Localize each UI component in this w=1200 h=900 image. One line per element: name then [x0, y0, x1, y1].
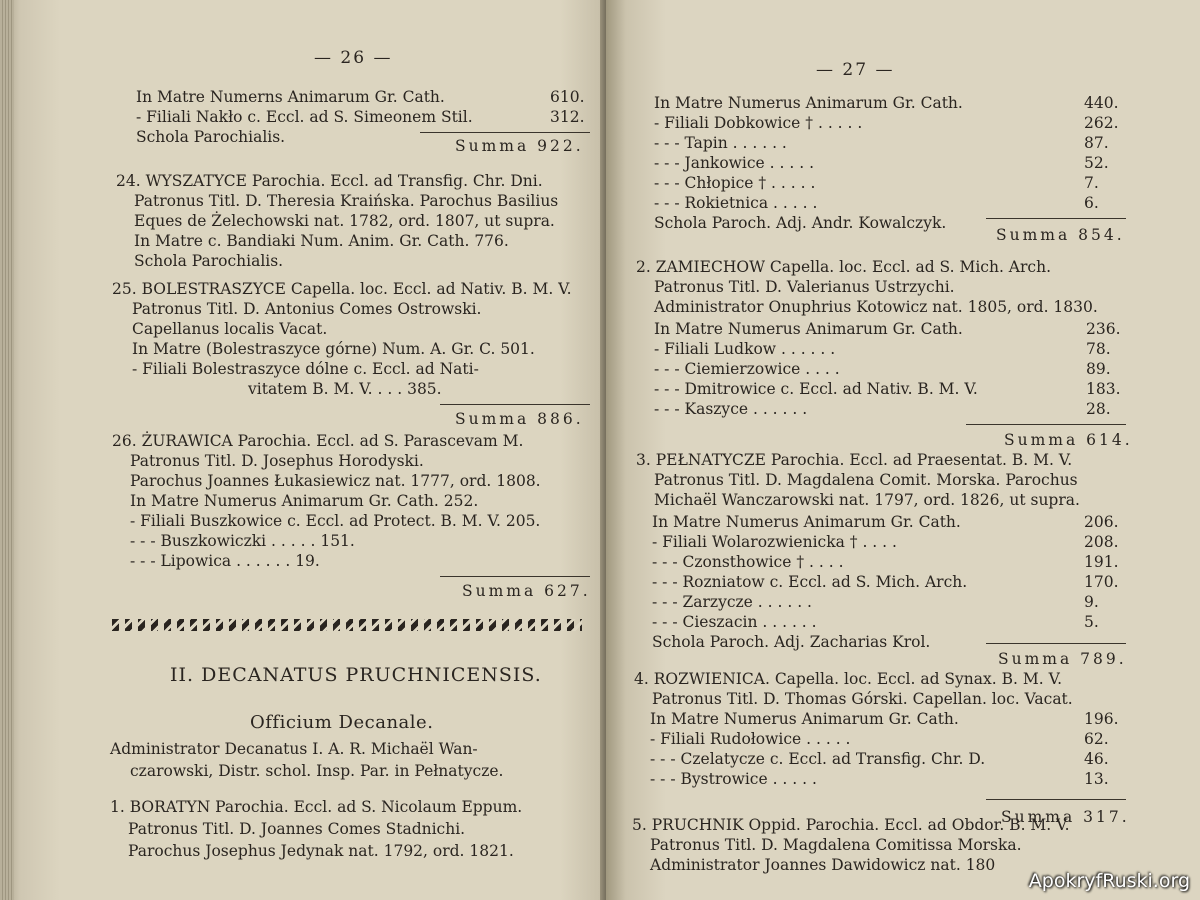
population-count: 440.	[1084, 94, 1119, 112]
population-count: 196.	[1084, 710, 1119, 728]
population-count: 87.	[1084, 134, 1109, 152]
population-count: 28.	[1086, 400, 1111, 418]
summa-total: Summa 614.	[1004, 431, 1133, 449]
entry-line: Patronus Titl. D. Magdalena Comit. Morska. Parochus	[654, 471, 1078, 489]
population-count: 312.	[550, 108, 585, 126]
entry-line: - - - Rokietnica . . . . .	[654, 194, 818, 212]
entry-line: - Filiali Ludkow . . . . . .	[654, 340, 836, 358]
admin-line: czarowski, Distr. schol. Insp. Par. in Pełnatycze.	[130, 762, 504, 780]
entry-line: - Filiali Dobkowice † . . . . .	[654, 114, 863, 132]
entry-line: - Filiali Rudołowice . . . . .	[650, 730, 851, 748]
page-number-left: — 26 —	[314, 48, 393, 68]
entry-line: In Matre Numerus Animarum Gr. Cath.	[650, 710, 959, 728]
population-count: 46.	[1084, 750, 1109, 768]
entry-line: Patronus Titl. D. Magdalena Comitissa Morska.	[650, 836, 1022, 854]
population-count: 6.	[1084, 194, 1099, 212]
summa-total: Summa 789.	[998, 650, 1127, 668]
watermark-text: ApokryfRuski.org	[1028, 870, 1190, 892]
sum-rule	[986, 218, 1126, 219]
sum-rule	[440, 576, 590, 577]
entry-line: Schola Parochialis.	[134, 252, 284, 270]
sum-rule	[966, 424, 1126, 425]
entry-line: - - - Ciemierzowice . . . .	[654, 360, 840, 378]
population-count: 262.	[1084, 114, 1119, 132]
population-count: 89.	[1086, 360, 1111, 378]
sum-rule	[440, 404, 590, 405]
entry-line: Patronus Titl. D. Thomas Górski. Capellan. loc. Vacat.	[652, 690, 1073, 708]
entry-line: In Matre Numerus Animarum Gr. Cath.	[654, 320, 963, 338]
entry-line: - - - Bystrowice . . . . .	[650, 770, 817, 788]
entry-line: In Matre Numerns Animarum Gr. Cath.	[136, 88, 445, 106]
entry-line: Capellanus localis Vacat.	[132, 320, 328, 338]
entry-line: 24. WYSZATYCE Parochia. Eccl. ad Transfig. Chr. Dni.	[116, 172, 543, 190]
population-count: 52.	[1084, 154, 1109, 172]
right-page	[606, 0, 1200, 900]
entry-line: Administrator Onuphrius Kotowicz nat. 1805, ord. 1830.	[654, 298, 1098, 316]
entry-line: Schola Paroch. Adj. Zacharias Krol.	[652, 633, 931, 651]
population-count: 206.	[1084, 513, 1119, 531]
entry-line: Michaël Wanczarowski nat. 1797, ord. 1826, ut supra.	[654, 491, 1080, 509]
entry-line: - - - Czelatycze c. Eccl. ad Transfig. Chr. D.	[650, 750, 986, 768]
entry-line: Administrator Joannes Dawidowicz nat. 180	[650, 856, 996, 874]
entry-line: Eques de Żelechowski nat. 1782, ord. 1807, ut supra.	[134, 212, 555, 230]
entry-line: Parochus Josephus Jedynak nat. 1792, ord. 1821.	[128, 842, 514, 860]
page-number-right: — 27 —	[816, 60, 895, 80]
entry-line: 5. PRUCHNIK Oppid. Parochia. Eccl. ad Obdor. B. M. V.	[632, 816, 1070, 834]
entry-line: Patronus Titl. D. Valerianus Ustrzychi.	[654, 278, 955, 296]
entry-line: In Matre c. Bandiaki Num. Anim. Gr. Cath. 776.	[134, 232, 509, 250]
summa-total: Summa 922.	[455, 137, 584, 155]
population-count: 7.	[1084, 174, 1099, 192]
entry-line: In Matre (Bolestraszyce górne) Num. A. Gr. C. 501.	[132, 340, 535, 358]
ornamental-divider	[112, 619, 582, 631]
entry-line: - - - Rozniatow c. Eccl. ad S. Mich. Arch.	[652, 573, 968, 591]
entry-line: 26. ŻURAWICA Parochia. Eccl. ad S. Parascevam M.	[112, 432, 524, 450]
population-count: 170.	[1084, 573, 1119, 591]
entry-line: 4. ROZWIENICA. Capella. loc. Eccl. ad Synax. B. M. V.	[634, 670, 1063, 688]
entry-line: - Filiali Nakło c. Eccl. ad S. Simeonem Stil.	[136, 108, 473, 126]
entry-line: - Filiali Wolarozwienicka † . . . .	[652, 533, 897, 551]
entry-line: - - - Chłopice † . . . . .	[654, 174, 816, 192]
entry-line: - - - Buszkowiczki . . . . . 151.	[130, 532, 355, 550]
section-title: II. DECANATUS PRUCHNICENSIS.	[170, 664, 542, 686]
entry-line: 25. BOLESTRASZYCE Capella. loc. Eccl. ad Nativ. B. M. V.	[112, 280, 572, 298]
population-count: 236.	[1086, 320, 1121, 338]
entry-line: - - - Tapin . . . . . .	[654, 134, 787, 152]
page-edges	[0, 0, 14, 900]
entry-line: - - - Cieszacin . . . . . .	[652, 613, 817, 631]
admin-line: Administrator Decanatus I. A. R. Michaël Wan-	[110, 740, 478, 758]
summa-total: Summa 627.	[462, 582, 591, 600]
entry-line: Parochus Joannes Łukasiewicz nat. 1777, ord. 1808.	[130, 472, 541, 490]
population-count: 5.	[1084, 613, 1099, 631]
entry-line: - Filiali Bolestraszyce dólne c. Eccl. ad Nati-	[132, 360, 479, 378]
entry-line: - - - Kaszyce . . . . . .	[654, 400, 808, 418]
entry-line: - Filiali Buszkowice c. Eccl. ad Protect. B. M. V. 205.	[130, 512, 541, 530]
population-count: 9.	[1084, 593, 1099, 611]
entry-line: Schola Parochialis.	[136, 128, 286, 146]
population-count: 62.	[1084, 730, 1109, 748]
entry-line: 1. BORATYN Parochia. Eccl. ad S. Nicolaum Eppum.	[110, 798, 523, 816]
sum-rule	[420, 132, 590, 133]
entry-line: 2. ZAMIECHOW Capella. loc. Eccl. ad S. Mich. Arch.	[636, 258, 1051, 276]
entry-line: 3. PEŁNATYCZE Parochia. Eccl. ad Praesentat. B. M. V.	[636, 451, 1073, 469]
population-count: 208.	[1084, 533, 1119, 551]
population-count: 13.	[1084, 770, 1109, 788]
entry-line: - - - Czonsthowice † . . . .	[652, 553, 844, 571]
entry-line: - - - Lipowica . . . . . . 19.	[130, 552, 320, 570]
population-count: 78.	[1086, 340, 1111, 358]
entry-line: Patronus Titl. D. Antonius Comes Ostrowski.	[132, 300, 482, 318]
entry-line: vitatem B. M. V. . . . 385.	[248, 380, 442, 398]
entry-line: - - - Jankowice . . . . .	[654, 154, 815, 172]
entry-line: Patronus Titl. D. Josephus Horodyski.	[130, 452, 424, 470]
population-count: 610.	[550, 88, 585, 106]
officium-heading: Officium Decanale.	[250, 712, 434, 733]
entry-line: In Matre Numerus Animarum Gr. Cath. 252.	[130, 492, 479, 510]
entry-line: - - - Dmitrowice c. Eccl. ad Nativ. B. M. V.	[654, 380, 978, 398]
summa-total: Summa 317.	[1001, 808, 1130, 826]
population-count: 191.	[1084, 553, 1119, 571]
sum-rule	[986, 799, 1126, 800]
entry-line: In Matre Numerus Animarum Gr. Cath.	[654, 94, 963, 112]
entry-line: Patronus Titl. D. Joannes Comes Stadnichi.	[128, 820, 466, 838]
sum-rule	[986, 643, 1126, 644]
population-count: 183.	[1086, 380, 1121, 398]
entry-line: In Matre Numerus Animarum Gr. Cath.	[652, 513, 961, 531]
entry-line: Schola Paroch. Adj. Andr. Kowalczyk.	[654, 214, 947, 232]
summa-total: Summa 886.	[455, 410, 584, 428]
entry-line: Patronus Titl. D. Theresia Kraińska. Parochus Basilius	[134, 192, 559, 210]
entry-line: - - - Zarzycze . . . . . .	[652, 593, 812, 611]
summa-total: Summa 854.	[996, 226, 1125, 244]
